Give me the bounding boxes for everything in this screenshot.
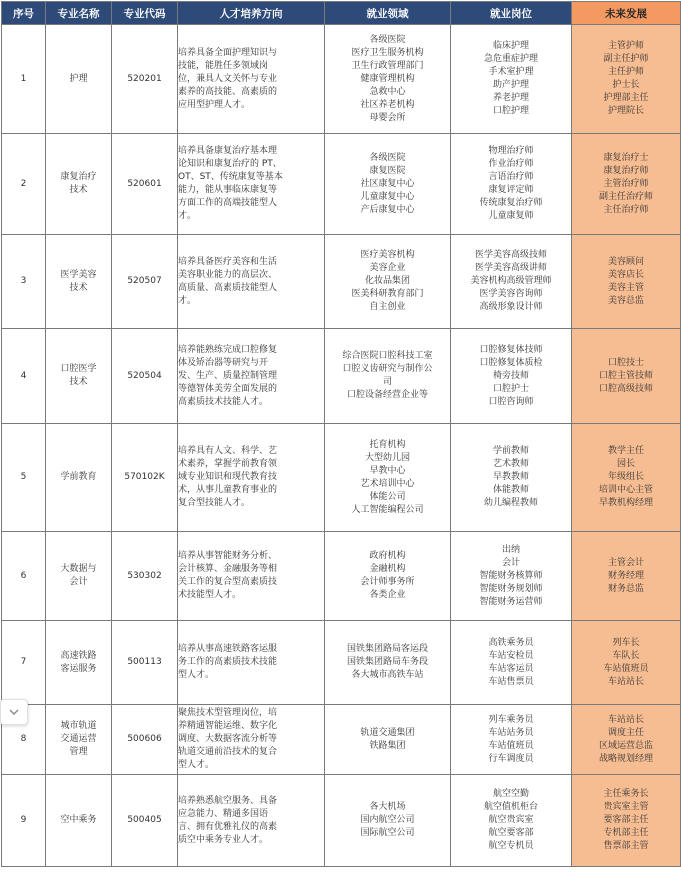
cell-code: 500606 [112, 705, 178, 775]
cell-direction [178, 705, 325, 775]
direction-line: 论知识和康复治疗的 PT、 [178, 159, 282, 169]
future-item: 护理院长 [607, 106, 644, 116]
cell-positions [451, 621, 572, 705]
name-line: 空中乘务 [60, 815, 97, 825]
position-item: 口腔修复体质检 [479, 357, 543, 368]
direction-line: 会计核算、金融服务等相 [178, 564, 278, 574]
cell-code: 520601 [112, 134, 178, 235]
cell-fields [325, 532, 451, 621]
name-line: 技术 [69, 377, 88, 387]
cell-index: 4 [2, 329, 46, 424]
future-item: 美容顾问 [607, 256, 644, 267]
side-toggle-button[interactable] [0, 699, 28, 725]
position-item: 椅旁技师 [492, 370, 529, 381]
cell-fields [325, 134, 451, 235]
position-item: 言语治疗师 [488, 172, 534, 182]
position-item: 航空要客部 [488, 828, 534, 838]
cell-name [46, 705, 112, 775]
position-item: 航空空勤 [492, 789, 529, 799]
field-item: 轨道交通集团 [360, 727, 415, 738]
direction-line: 高素质技术技能人才。 [178, 396, 269, 407]
future-item: 车站站长 [607, 714, 644, 725]
direction-line: 质空中乘务专业人才。 [178, 834, 269, 845]
position-item: 航空贵宾室 [488, 815, 534, 825]
table-row [2, 134, 681, 235]
field-item: 卫生行政管理部门 [351, 60, 424, 71]
future-item: 康复治疗士 [603, 152, 649, 163]
direction-line: 轨道交通前沿技术的复合 [178, 747, 278, 757]
table-row [2, 775, 681, 867]
cell-future [572, 235, 681, 329]
name-line: 客运服务 [60, 663, 97, 674]
cell-index: 9 [2, 775, 46, 867]
direction-line: 言、拥有优雅礼仪的高素 [178, 821, 278, 832]
cell-name [46, 25, 112, 134]
future-item: 财务经理 [607, 570, 644, 581]
cell-index: 6 [2, 532, 46, 621]
position-item: 航空值机柜台 [483, 802, 538, 812]
name-line: 高速铁路 [60, 650, 97, 661]
field-item: 社区康复中心 [360, 178, 415, 189]
name-line: 管理 [69, 747, 88, 757]
position-item: 助产护理 [492, 80, 529, 90]
field-item: 各级医院 [369, 34, 406, 45]
future-item: 车队长 [612, 650, 640, 661]
position-item: 物理治疗师 [488, 146, 534, 156]
cell-code: 530302 [112, 532, 178, 621]
field-item: 康复医院 [369, 165, 406, 176]
chevron-down-icon [8, 706, 20, 718]
field-item: 社区养老机构 [360, 99, 415, 110]
name-line: 会计 [69, 577, 88, 587]
table-row [2, 424, 681, 532]
position-item: 儿童康复师 [488, 211, 534, 221]
field-item: 国铁集团路局车务段 [346, 657, 428, 667]
future-item: 口腔技士 [607, 357, 644, 368]
position-item: 航空专机员 [488, 841, 534, 851]
position-item: 手术室护理 [488, 67, 534, 77]
future-item: 护理部主任 [603, 93, 649, 103]
cell-future [572, 424, 681, 532]
field-item: 早教中心 [369, 465, 406, 476]
cell-positions [451, 705, 572, 775]
field-item: 口腔义齿研究与制作公 [342, 364, 433, 374]
position-item: 智能财务运营师 [479, 596, 543, 607]
cell-future [572, 775, 681, 867]
cell-positions [451, 424, 572, 532]
header-future: 未来发展 [572, 2, 681, 25]
direction-line: 位，兼具人文关怀与专业 [178, 73, 278, 84]
direction-line: 高质量、高素质技能型人 [178, 282, 278, 293]
field-item: 各类企业 [369, 590, 406, 600]
cell-name [46, 532, 112, 621]
position-item: 养老护理 [492, 93, 529, 103]
field-item: 国际航空公司 [360, 828, 415, 838]
direction-line: 素养的高技能、高素质的 [178, 86, 278, 97]
direction-line: 应用型护理人才。 [178, 99, 251, 110]
position-item: 早教教师 [492, 472, 529, 482]
direction-line: 术，从事儿童教育事业的 [178, 485, 278, 495]
name-line: 技术 [69, 282, 88, 293]
position-item: 口腔护士 [492, 383, 529, 394]
position-item: 行车调度员 [488, 753, 534, 764]
cell-index: 3 [2, 235, 46, 329]
table-row [2, 621, 681, 705]
future-item: 美容主管 [607, 282, 644, 293]
direction-line: 培养具备医疗美容和生活 [178, 256, 278, 267]
field-item: 各大机场 [369, 802, 406, 812]
cell-positions [451, 775, 572, 867]
future-item: 贵宾室主管 [603, 802, 649, 812]
field-item: 急救中心 [369, 86, 406, 97]
field-item: 口腔设备经营企业等 [346, 390, 428, 400]
direction-line: 复合型技能人才。 [178, 498, 251, 508]
position-item: 临床护理 [492, 41, 529, 51]
field-item: 医疗卫生服务机构 [351, 47, 424, 58]
direction-line: 调度、大数据客流分析等 [178, 734, 278, 744]
field-item: 综合医院口腔科技工室 [342, 351, 433, 361]
future-item: 主管护师 [607, 41, 644, 51]
future-item: 财务总监 [607, 583, 644, 594]
direction-line: 应急能力、精通多国语 [178, 808, 269, 819]
cell-direction [178, 329, 325, 424]
name-line: 交通运营 [60, 734, 97, 744]
future-item: 培训中心主管 [598, 485, 653, 495]
cell-index: 2 [2, 134, 46, 235]
direction-line: 方面工作的高端技能型人 [178, 198, 278, 208]
field-item: 司 [382, 377, 392, 387]
cell-index: 5 [2, 424, 46, 532]
direction-line: 培养能熟练完成口腔修复 [178, 344, 278, 355]
cell-index: 8 [2, 705, 46, 775]
future-item: 列车长 [612, 637, 640, 648]
future-item: 园长 [616, 459, 635, 469]
cell-direction [178, 621, 325, 705]
position-item: 高级形象设计师 [479, 302, 543, 312]
direction-line: 培养具备全面护理知识与 [178, 47, 278, 58]
position-item: 传统康复治疗师 [479, 198, 543, 208]
position-item: 作业治疗师 [488, 159, 534, 169]
direction-line: 美容职业能力的高层次、 [178, 269, 278, 280]
cell-name [46, 134, 112, 235]
direction-line: 关工作的复合型高素质技 [178, 577, 278, 587]
direction-line: 体及矫治器等研究与开 [178, 357, 269, 368]
future-item: 主任护师 [607, 67, 644, 77]
field-item: 化妆品集团 [364, 276, 410, 286]
future-item: 售票部主管 [603, 841, 649, 851]
position-item: 医学美容咨询师 [479, 289, 543, 299]
future-item: 主管治疗师 [603, 178, 649, 189]
position-item: 出纳 [501, 544, 520, 555]
cell-name [46, 235, 112, 329]
position-item: 幼儿编程教师 [483, 498, 538, 508]
header-fields: 就业领域 [325, 2, 451, 25]
cell-code: 500113 [112, 621, 178, 705]
position-item: 体能教师 [492, 485, 529, 495]
future-item: 主管会计 [607, 557, 644, 568]
position-item: 医学美容高级技师 [474, 250, 547, 260]
future-item: 副主任治疗师 [598, 191, 653, 202]
field-item: 医疗美容机构 [360, 250, 415, 260]
table-row [2, 25, 681, 134]
cell-fields [325, 621, 451, 705]
field-item: 艺术培训中心 [360, 478, 415, 489]
cell-direction [178, 532, 325, 621]
direction-line: 培养从事高速铁路客运服 [178, 644, 278, 654]
position-item: 车站客运员 [488, 663, 534, 674]
position-item: 车站值班员 [488, 740, 534, 751]
direction-line: 才。 [178, 211, 197, 221]
majors-table [1, 1, 681, 867]
cell-future [572, 532, 681, 621]
field-item: 各大城市高铁车站 [351, 670, 424, 680]
field-item: 国内航空公司 [360, 815, 415, 825]
direction-line: 培养从事智能财务分析、 [178, 551, 278, 561]
header-positions: 就业岗位 [451, 2, 572, 25]
position-item: 医学美容高级讲师 [474, 263, 547, 273]
position-item: 急危重症护理 [483, 54, 538, 64]
future-item: 教学主任 [607, 446, 644, 456]
future-item: 区域运营总监 [598, 740, 653, 751]
cell-positions [451, 329, 572, 424]
future-item: 战略规划经理 [598, 753, 653, 764]
table-row [2, 532, 681, 621]
future-item: 副主任护师 [603, 54, 649, 64]
future-item: 车站值班员 [603, 663, 649, 674]
direction-line: 型人才。 [178, 760, 215, 770]
future-item: 美容总监 [607, 295, 644, 306]
table-row [2, 329, 681, 424]
position-item: 车站售票员 [488, 676, 534, 687]
field-item: 政府机构 [369, 551, 406, 561]
cell-code: 520504 [112, 329, 178, 424]
cell-direction [178, 25, 325, 134]
cell-name [46, 775, 112, 867]
position-item: 会计 [501, 557, 520, 568]
cell-code: 500405 [112, 775, 178, 867]
field-item: 会计师事务所 [360, 577, 415, 587]
name-line: 学前教育 [60, 472, 97, 482]
field-item: 医美科研教育部门 [351, 289, 424, 299]
position-item: 学前教师 [492, 446, 529, 456]
cell-positions [451, 532, 572, 621]
future-item: 护士长 [612, 80, 640, 90]
position-item: 智能财务核算师 [479, 570, 543, 581]
field-item: 母婴会所 [369, 112, 406, 123]
field-item: 儿童康复中心 [360, 191, 415, 202]
cell-future [572, 621, 681, 705]
cell-positions [451, 134, 572, 235]
future-item: 口腔高级技师 [598, 383, 653, 394]
cell-fields [325, 329, 451, 424]
table-row [2, 235, 681, 329]
direction-line: 能力，能从事临床康复等 [178, 185, 278, 195]
position-item: 列车乘务员 [488, 714, 534, 725]
field-item: 大型幼儿园 [364, 452, 410, 463]
future-item: 专机部主任 [603, 828, 649, 838]
future-item: 康复治疗师 [603, 165, 649, 176]
cell-fields [325, 705, 451, 775]
field-item: 自主创业 [369, 302, 406, 312]
cell-direction [178, 134, 325, 235]
cell-future [572, 134, 681, 235]
cell-code: 520201 [112, 25, 178, 134]
position-item: 车站站务员 [488, 727, 534, 738]
future-item: 要客部主任 [603, 815, 649, 825]
cell-index: 7 [2, 621, 46, 705]
direction-line: 养精通智能运维、数字化 [178, 721, 278, 731]
cell-name [46, 329, 112, 424]
header-index: 序号 [2, 2, 46, 25]
cell-future [572, 25, 681, 134]
direction-line: 型人才。 [178, 670, 215, 680]
cell-name [46, 424, 112, 532]
cell-direction [178, 424, 325, 532]
header-name: 专业名称 [46, 2, 112, 25]
direction-line: 务工作的高素质技术技能 [178, 657, 278, 667]
direction-line: 术技能型人才。 [178, 590, 242, 600]
cell-future [572, 329, 681, 424]
direction-line: 培养具有人文、科学、艺 [178, 446, 278, 456]
future-item: 车站站长 [607, 676, 644, 687]
direction-line: 术素养，掌握学前教育领 [178, 459, 278, 469]
name-line: 技术 [69, 185, 88, 195]
field-item: 铁路集团 [369, 740, 406, 751]
position-item: 美容机构高级管理师 [470, 276, 552, 286]
field-item: 美容企业 [369, 263, 406, 273]
position-item: 口腔修复体技师 [479, 344, 543, 355]
cell-fields [325, 775, 451, 867]
name-line: 口腔医学 [60, 364, 97, 374]
cell-fields [325, 424, 451, 532]
cell-index: 1 [2, 25, 46, 134]
cell-name [46, 621, 112, 705]
header-direction: 人才培养方向 [178, 2, 325, 25]
field-item: 产后康复中心 [360, 204, 415, 215]
field-item: 国铁集团路局客运段 [346, 644, 428, 654]
direction-line: OT、ST、传统康复等基本 [178, 172, 283, 182]
field-item: 健康管理机构 [360, 73, 415, 84]
header-row [2, 2, 681, 25]
future-item: 主任治疗师 [603, 204, 649, 215]
future-item: 美容店长 [607, 269, 644, 280]
direction-line: 发、生产、质量控制管理 [178, 370, 278, 381]
future-item: 口腔主管技师 [598, 370, 653, 381]
cell-code: 520507 [112, 235, 178, 329]
field-item: 体能公司 [369, 491, 406, 502]
cell-code: 570102K [112, 424, 178, 532]
field-item: 人工智能编程公司 [351, 504, 424, 515]
field-item: 托育机构 [369, 439, 406, 450]
cell-positions [451, 25, 572, 134]
direction-line: 技能，能胜任多领域岗 [178, 60, 269, 71]
cell-direction [178, 775, 325, 867]
position-item: 艺术教师 [492, 459, 529, 469]
table-body [2, 25, 681, 867]
direction-line: 等德智体美劳全面发展的 [178, 383, 278, 394]
name-line: 护理 [69, 73, 88, 84]
name-line: 城市轨道 [60, 721, 97, 731]
cell-positions [451, 235, 572, 329]
position-item: 高铁乘务员 [488, 637, 534, 648]
cell-fields [325, 25, 451, 134]
cell-direction [178, 235, 325, 329]
direction-line: 聚焦技术型管理岗位，培 [178, 708, 278, 718]
table-row [2, 705, 681, 775]
direction-line: 培养熟悉航空服务、具备 [178, 795, 278, 806]
future-item: 调度主任 [607, 727, 644, 738]
name-line: 医学美容 [60, 269, 97, 280]
position-item: 车站安检员 [488, 650, 534, 661]
position-item: 康复评定师 [488, 185, 534, 195]
name-line: 康复治疗 [60, 172, 97, 182]
cell-fields [325, 235, 451, 329]
field-item: 各级医院 [369, 152, 406, 163]
header-code: 专业代码 [112, 2, 178, 25]
cell-future [572, 705, 681, 775]
position-item: 智能财务规划师 [479, 583, 543, 594]
future-item: 早教机构经理 [598, 498, 653, 508]
direction-line: 域专业知识和现代教育技 [178, 472, 278, 482]
table-header [2, 2, 681, 25]
name-line: 大数据与 [60, 564, 97, 574]
future-item: 年级组长 [607, 472, 644, 482]
direction-line: 才。 [178, 295, 197, 306]
position-item: 口腔咨询师 [488, 396, 534, 407]
field-item: 金融机构 [369, 564, 406, 574]
direction-line: 培养具备康复治疗基本理 [178, 146, 278, 156]
future-item: 主任乘务长 [603, 789, 649, 799]
position-item: 口腔护理 [492, 106, 529, 116]
